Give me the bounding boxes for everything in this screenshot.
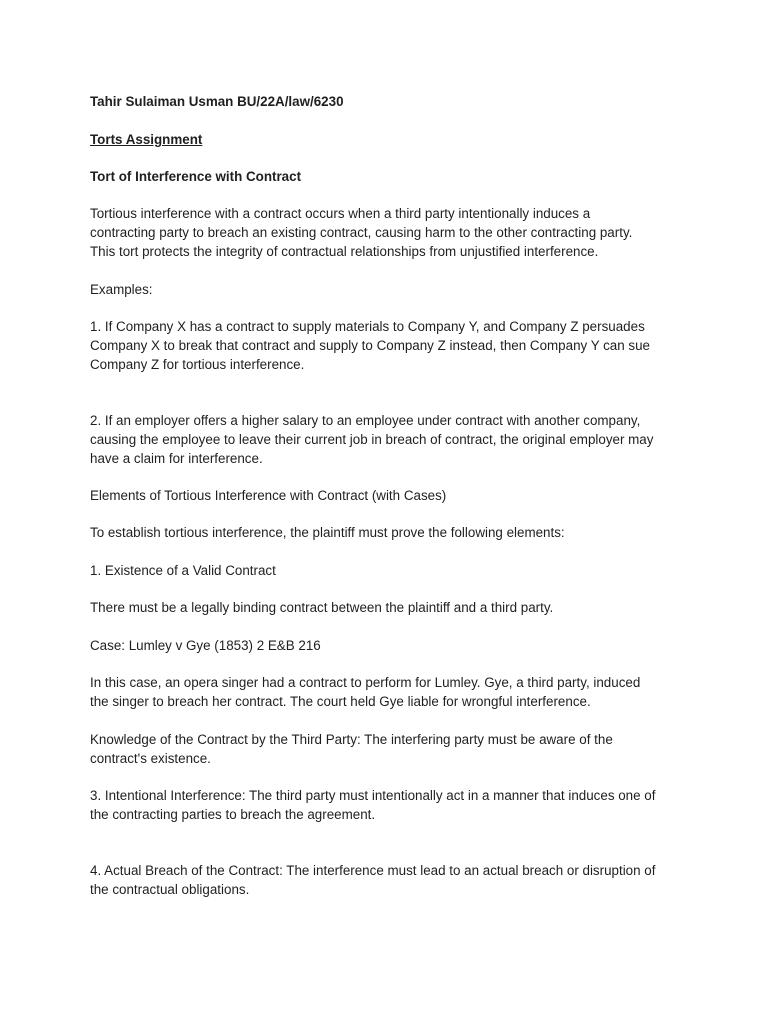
paragraph-line: contract's existence.	[90, 751, 211, 766]
paragraph-line: 1. Existence of a Valid Contract	[90, 563, 276, 578]
paragraph-line: Elements of Tortious Interference with Contract (with Cases)	[90, 488, 447, 503]
paragraph-line: 3. Intentional Interference: The third party must intentionally act in a manner that induces one of	[90, 788, 656, 803]
paragraph-line: 2. If an employer offers a higher salary to an employee under contract with another company,	[90, 413, 641, 428]
paragraph-line: the singer to breach her contract. The court held Gye liable for wrongful interference.	[90, 694, 591, 709]
paragraph-line: Company Z for tortious interference.	[90, 357, 305, 372]
paragraph-line: have a claim for interference.	[90, 451, 263, 466]
section-heading: Tort of Interference with Contract	[90, 169, 302, 184]
paragraph-line: In this case, an opera singer had a contract to perform for Lumley. Gye, a third party, induced	[90, 675, 641, 690]
document-title: Torts Assignment	[90, 132, 203, 147]
paragraph-line: Case: Lumley v Gye (1853) 2 E&B 216	[90, 638, 321, 653]
paragraph-line: To establish tortious interference, the plaintiff must prove the following elements:	[90, 525, 565, 540]
author-line: Tahir Sulaiman Usman BU/22A/law/6230	[90, 94, 344, 109]
paragraph-line: 1. If Company X has a contract to supply materials to Company Y, and Company Z persuades	[90, 319, 645, 334]
paragraph-line: 4. Actual Breach of the Contract: The interference must lead to an actual breach or disruption of	[90, 863, 656, 878]
paragraph-line: contracting party to breach an existing contract, causing harm to the other contracting party.	[90, 225, 633, 240]
paragraph-line: the contracting parties to breach the agreement.	[90, 807, 376, 822]
paragraph-line: This tort protects the integrity of contractual relationships from unjustified interference.	[90, 244, 599, 259]
paragraph-line: causing the employee to leave their current job in breach of contract, the original employer may	[90, 432, 654, 447]
paragraph-line: Company X to break that contract and supply to Company Z instead, then Company Y can sue	[90, 338, 651, 353]
paragraph-line: There must be a legally binding contract between the plaintiff and a third party.	[90, 600, 554, 615]
paragraph-line: Examples:	[90, 282, 153, 297]
paragraph-line: Tortious interference with a contract occurs when a third party intentionally induces a	[90, 206, 591, 221]
paragraph-line: the contractual obligations.	[90, 882, 250, 897]
paragraph-line: Knowledge of the Contract by the Third Party: The interfering party must be aware of the	[90, 732, 613, 747]
